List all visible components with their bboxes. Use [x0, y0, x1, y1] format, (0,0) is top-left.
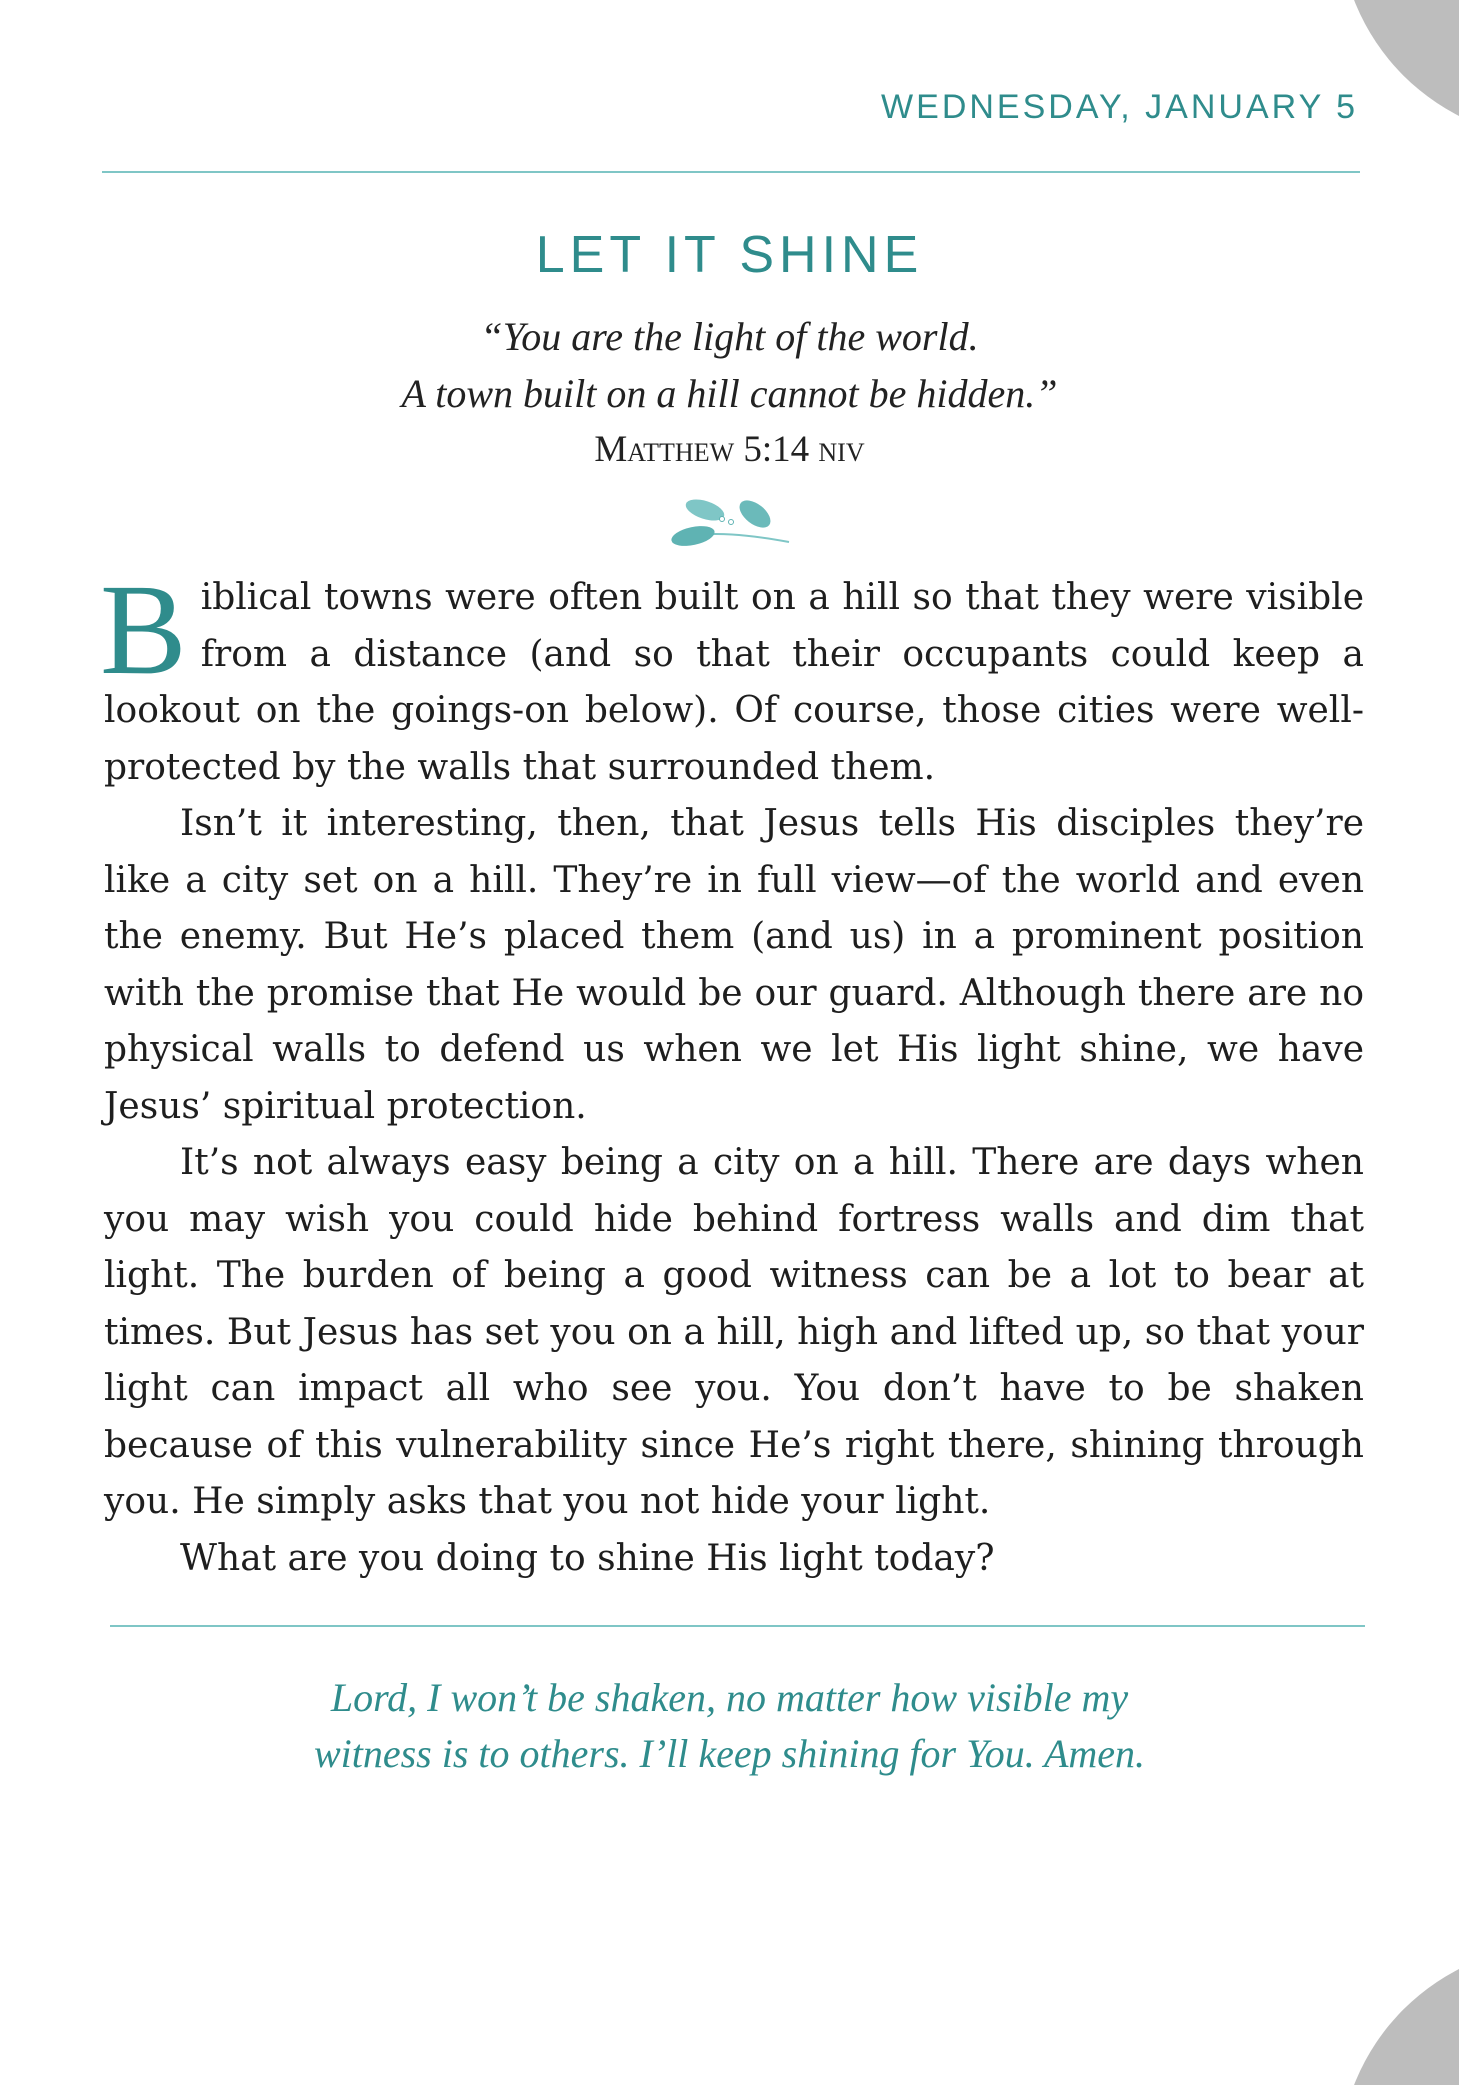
paragraph-text: iblical towns were often built on a hill so that they were visible from a distance (and so that their occupants could keep a lookout on the goings-on below). Of course, those cities were well-protected by the walls that surrounded them.: [104, 577, 1364, 788]
top-divider: [102, 171, 1360, 173]
scripture-reference: Matthew 5:14 niv: [594, 429, 865, 470]
leaf-sprig-icon: [665, 492, 795, 554]
body-paragraph: It’s not always easy being a city on a hill. There are days when you may wish you could hide behind fortress walls and dim that light. The burden of being a good witness can be a lot to bear at times. But Jesus has set you on a hill, high and lifted up, so that your light can impact all who see you. You don’t have to be shaken because of this vulnerability since He’s right there, shining through you. He simply asks that you not hide your light.: [104, 1142, 1364, 1522]
verse-line: A town built on a hill cannot be hidden.”: [401, 371, 1058, 416]
page-corner-bottom-right: [1339, 1945, 1459, 2085]
devotional-body: [100, 558, 1364, 1587]
body-paragraph: Isn’t it interesting, then, that Jesus tells His disciples they’re like a city set on a hill. They’re in full view—of the world and even the enemy. But He’s placed them (and us) in a prominent position with the promise that He would be our guard. Although there are no physical walls to defend us when we let His light shine, we have Jesus’ spiritual protection.: [104, 803, 1364, 1127]
page-date: WEDNESDAY, JANUARY 5: [881, 88, 1358, 126]
devotional-title: LET IT SHINE: [535, 226, 924, 284]
prayer-line: witness is to others. I’ll keep shining for You. Amen.: [313, 1731, 1146, 1776]
body-paragraph: What are you doing to shine His light today?: [180, 1537, 995, 1579]
bottom-divider: [110, 1625, 1365, 1627]
verse-line: “You are the light of the world.: [480, 314, 979, 359]
scripture-verse: [0, 308, 1459, 422]
closing-prayer: [0, 1670, 1459, 1782]
prayer-line: Lord, I won’t be shaken, no matter how visible my: [330, 1675, 1129, 1720]
body-paragraph: [100, 558, 1364, 796]
drop-cap: B: [100, 558, 187, 702]
